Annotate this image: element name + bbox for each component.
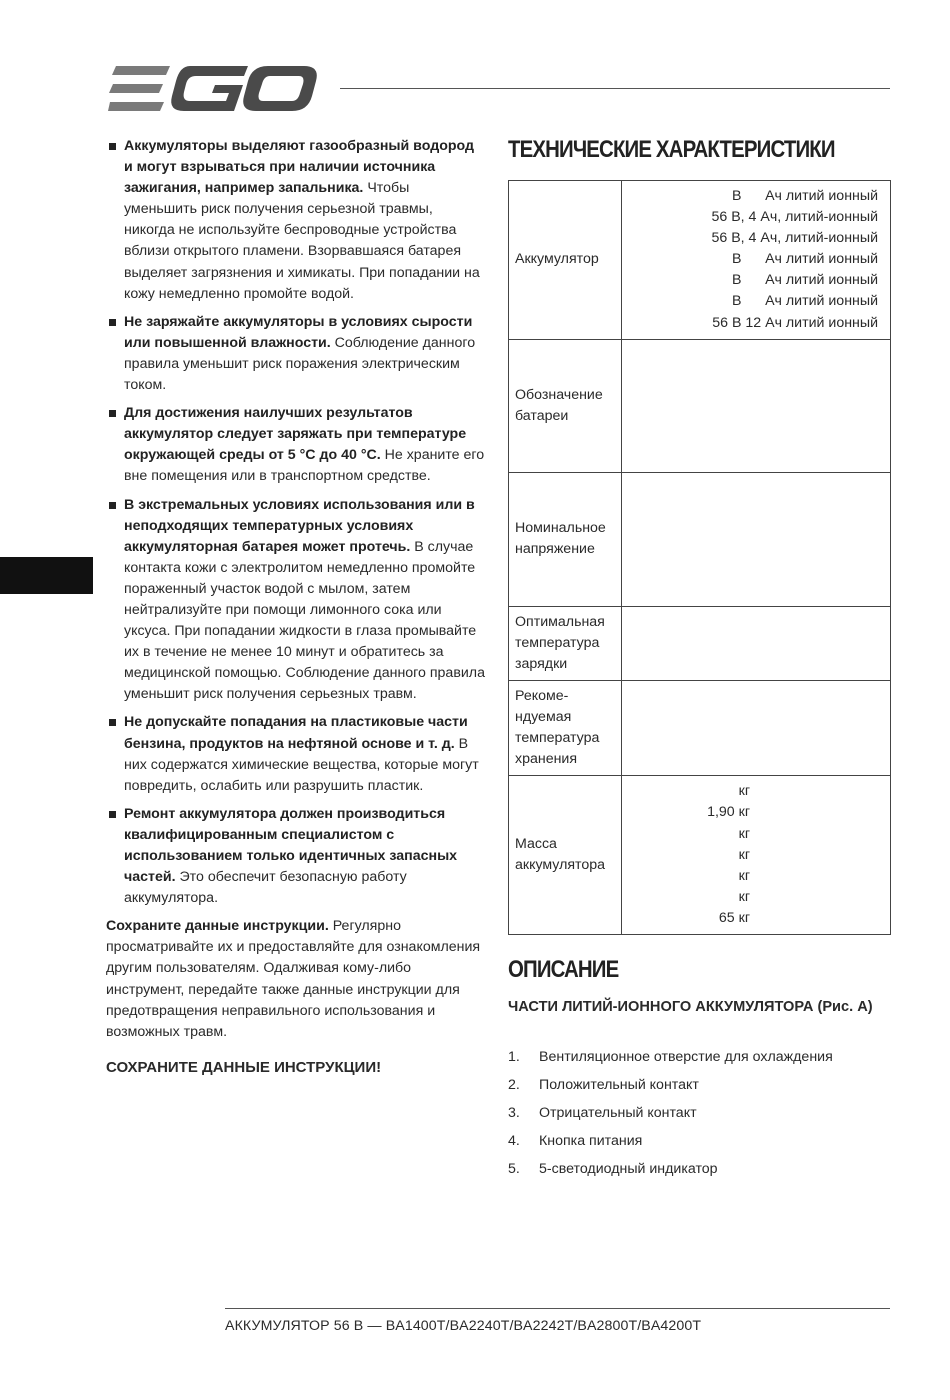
part-label: Вентиляционное отверстие для охлаждения [539,1049,833,1065]
list-item [106,136,486,305]
section-side-tab [0,557,93,594]
bullet-square-icon [109,319,116,326]
bullet-text: В случае контакта кожи с электролитом немедленно промойте пораженный участок водой с мылом, затем нейтрализуйте при помощи лимонного сока или уксуса. При попадании жидкости в глаза промывайте их в течение не менее 10 минут и обратитесь за медицинской помощью. Соблюдение данного правила уменьшит риск получения серьезных травм. [124,538,485,703]
bullet-square-icon [109,143,116,150]
footer-title: АККУМУЛЯТОР 56 В — BA1400T/BA2240T/BA2242T/BA2800T/BA4200T [225,1318,702,1334]
spec-value: 56 В 12 Ач литий ионный [712,314,878,331]
table-row [509,680,891,775]
parts-list [508,1046,888,1186]
bullet-square-icon [109,811,116,818]
spec-value-cell [622,680,891,775]
spec-label: Масса аккумулятора [509,776,622,935]
safety-bullet-list [106,136,486,909]
part-label: 5-светодиодный индикатор [539,1161,718,1177]
part-number: 2. [508,1077,520,1093]
table-row [509,339,891,472]
safety-instructions-column [106,136,486,1078]
bullet-square-icon [109,502,116,509]
spec-value: 1,90 кг [707,804,750,821]
spec-label: Обозначение батареи [509,339,622,472]
header-rule [340,88,890,89]
spec-value: кг [738,783,750,800]
spec-value: 65 кг [718,909,750,926]
spec-value: В Ач литий ионный [731,188,878,204]
save-para-bold: Сохраните данные инструкции. [106,918,329,935]
part-number: 5. [508,1161,520,1177]
list-item [106,403,486,487]
bullet-text: Чтобы уменьшить риск получения серьезной травмы, никогда не используйте беспроводные устройства вблизи открытого пламени. Взорвавшаяся батарея выделяет загрязнения и химикаты. При попадании на кожу немедленно промойте водой. [124,180,480,302]
list-item [508,1130,888,1158]
ego-logo [108,66,318,112]
bullet-text: В них содержатся химические вещества, которые могут повредить, ослабить или разрушить пластик. [124,735,479,794]
spec-value-cell [622,606,891,680]
spec-value: В Ач литий ионный [731,293,878,310]
table-row [509,606,891,680]
list-item [508,1102,888,1130]
save-instructions-paragraph [106,916,486,1043]
spec-value: В Ач литий ионный [731,251,878,268]
table-row [509,181,891,340]
bullet-square-icon [109,410,116,417]
list-item [106,312,486,396]
spec-value-cell [622,339,891,472]
list-item [106,495,486,706]
bullet-square-icon [109,719,116,726]
bullet-bold-text: Не заряжайте аккумуляторы в условиях сырости или повышенной влажности. [124,313,473,351]
spec-value: В Ач литий ионный [731,272,878,289]
footer-rule [225,1308,890,1309]
save-para-text: Регулярно просматривайте их и предоставляйте для ознакомления другим пользователям. Одалживая кому-либо инструмент, передайте также данные инструкции для предотвращения неправильного использования и возможных травм. [106,918,481,1040]
table-row [509,472,891,606]
part-number: 1. [508,1049,520,1065]
list-item [508,1074,888,1102]
spec-value: кг [738,888,750,905]
bullet-bold-text: В экстремальных условиях использования или в неподходящих температурных условиях аккумуляторная батарея может протечь. [124,496,475,555]
part-number: 3. [508,1105,520,1121]
spec-value: кг [738,867,750,884]
list-item [106,804,486,909]
spec-value: 56 В, 4 Ач, литий-ионный [711,230,878,247]
bullet-text: Соблюдение данного правила уменьшит риск поражения электрическим током. [124,334,476,394]
spec-value-cell [622,776,891,935]
bullet-bold-text: Для достижения наилучших результатов аккумулятор следует заряжать при температуре окружающей среды от 5 °C до 40 °C. [124,405,467,464]
bullet-bold-text: Ремонт аккумулятора должен производиться квалифицированным специалистом с использованием только идентичных запасных частей. [124,805,458,886]
spec-value: кг [738,846,750,863]
spec-value: кг [738,825,750,842]
bullet-bold-text: Аккумуляторы выделяют газообразный водород и могут взрываться при наличии источника зажигания, например запальника. [124,138,475,197]
list-item [508,1158,888,1186]
spec-label: Оптимальная температура зарядки [509,606,622,680]
spec-value-cell [622,181,891,340]
table-row [509,776,891,935]
spec-label: Номинальное напряжение [509,472,622,606]
spec-value: 56 В, 4 Ач, литий-ионный [711,209,878,226]
save-instructions-title: СОХРАНИТЕ ДАННЫЕ ИНСТРУКЦИИ! [106,1058,382,1076]
parts-subtitle: ЧАСТИ ЛИТИЙ-ИОННОГО АККУМУЛЯТОРА (Рис. A) [508,999,873,1015]
spec-label: Аккумулятор [509,181,622,340]
part-number: 4. [508,1133,520,1149]
bullet-text: Это обеспечит безопасную работу аккумулятора. [124,869,407,907]
part-label: Отрицательный контакт [539,1105,697,1121]
bullet-bold-text: Не допускайте попадания на пластиковые части бензина, продуктов на нефтяной основе и т. д. [124,714,468,752]
list-item [106,712,486,796]
spec-value-cell [622,472,891,606]
spec-label: Рекоме-ндуемая температура хранения [509,680,622,775]
part-label: Положительный контакт [539,1077,699,1093]
part-label: Кнопка питания [539,1133,643,1149]
specs-table [508,180,891,935]
description-heading: ОПИСАНИЕ [508,956,619,983]
specs-heading: ТЕХНИЧЕСКИЕ ХАРАКТЕРИСТИКИ [508,136,835,163]
list-item [508,1046,888,1074]
bullet-text: Не храните его вне помещения или в транспортном средстве. [124,447,485,485]
